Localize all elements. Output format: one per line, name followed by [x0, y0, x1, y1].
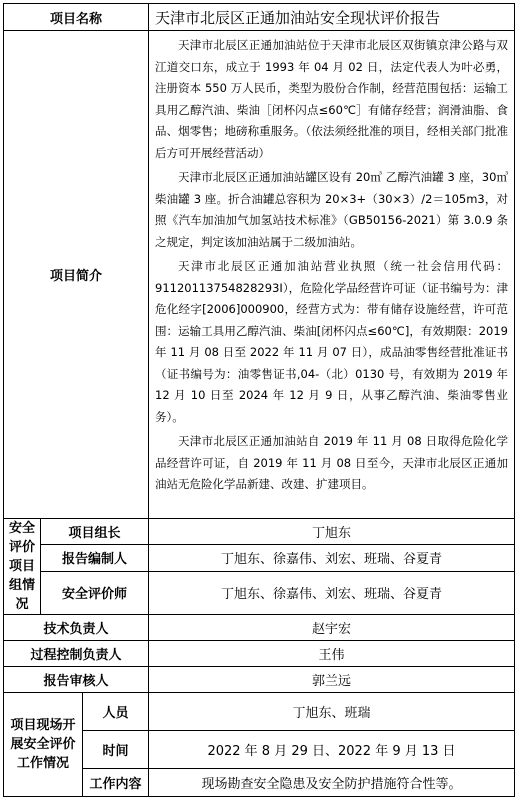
- row-reviewer: [4, 667, 515, 693]
- safety-evaluators-label: 安全评价师: [41, 571, 149, 614]
- reviewer-label: 报告审核人: [4, 667, 149, 693]
- row-report-authors: [4, 545, 515, 571]
- row-team-leader: [4, 519, 515, 545]
- field-personnel-label: 人员: [83, 693, 149, 731]
- field-time-value: 2022 年 8 月 29 日、2022 年 9 月 13 日: [149, 731, 515, 769]
- field-work-content-label: 工作内容: [83, 769, 149, 797]
- reviewer-value: 郭兰远: [149, 667, 515, 693]
- project-name-value: 天津市北辰区正通加油站安全现状评价报告: [149, 4, 515, 31]
- process-lead-label: 过程控制负责人: [4, 641, 149, 667]
- intro-paragraph: 天津市北辰区正通加油站位于天津市北辰区双街镇京津公路与双江道交口东，成立于 1993 年 04 月 02 日，法定代表人为叶必勇，注册资本 550 万人民币，类型为股份合作制，经营范围包括：运输工具用乙醇汽油、柴油［闭杯闪点≤60℃］有储存经营；润滑油脂、食品、烟零售；地磅称重服务。（依法须经批准的项目，经相关部门批准后方可开展经营活动）: [155, 38, 508, 160]
- field-personnel-value: 丁旭东、班瑞: [149, 693, 515, 731]
- row-tech-lead: [4, 615, 515, 641]
- intro-paragraph: 天津市北辰区正通加油站自 2019 年 11 月 08 日取得危险化学品经营许可证，自 2019 年 11 月 08 日至今，天津市北辰区正通加油站无危险化学品新建、改建、扩建项目。: [155, 434, 508, 491]
- field-work-content-value: 现场勘查安全隐患及安全防护措施符合性等。: [149, 769, 515, 797]
- tech-lead-value: 赵宇宏: [149, 615, 515, 641]
- project-intro-label: 项目简介: [4, 31, 149, 519]
- team-leader-label: 项目组长: [41, 519, 149, 545]
- report-info-table: [3, 3, 515, 797]
- tech-lead-label: 技术负责人: [4, 615, 149, 641]
- process-lead-value: 王伟: [149, 641, 515, 667]
- field-time-label: 时间: [83, 731, 149, 769]
- fieldwork-group-label: 项目现场开展安全评价工作情况: [4, 693, 83, 797]
- intro-paragraph: 天津市北辰区正通加油站罐区设有 20㎥ 乙醇汽油罐 3 座，30㎥ 柴油罐 3 座。折合油罐总容积为 20×3+（30×3）/2＝105m3，对照《汽车加油加气加氢站技术标准》（GB50156-2021）第 3.0.9 条之规定，判定该加油站属于二级加油站。: [155, 170, 508, 249]
- team-leader-value: 丁旭东: [149, 519, 515, 545]
- row-safety-evaluators: [4, 571, 515, 614]
- project-intro-content: [149, 31, 515, 519]
- row-process-lead: [4, 641, 515, 667]
- row-project-name: [4, 4, 515, 31]
- report-authors-label: 报告编制人: [41, 545, 149, 571]
- row-field-personnel: [4, 693, 515, 731]
- safety-evaluators-value: 丁旭东、徐嘉伟、刘宏、班瑞、谷夏青: [149, 571, 515, 614]
- row-project-intro: [4, 31, 515, 519]
- report-authors-value: 丁旭东、徐嘉伟、刘宏、班瑞、谷夏青: [149, 545, 515, 571]
- intro-paragraph: 天津市北辰区正通加油站营业执照（统一社会信用代码：91120113754828293I），危险化学品经营许可证（证书编号为：津危化经字[2006]000900，经营方式为：带有储存设施经营，许可范围：运输工具用乙醇汽油、柴油[闭杯闪点≤60℃]，有效期限：2019 年 11 月 08 日至 2022 年 11 月 07 日），成品油零售经营批准证书（证书编号为：油零售证书,04-（北）0130 号，有效期为 2019 年 12 月 10 日至 2024 年 12 月 9 日，从事乙醇汽油、柴油零售业务）。: [155, 259, 508, 424]
- project-name-label: 项目名称: [4, 4, 149, 31]
- team-group-label: 安全评价项目组情况: [4, 519, 41, 615]
